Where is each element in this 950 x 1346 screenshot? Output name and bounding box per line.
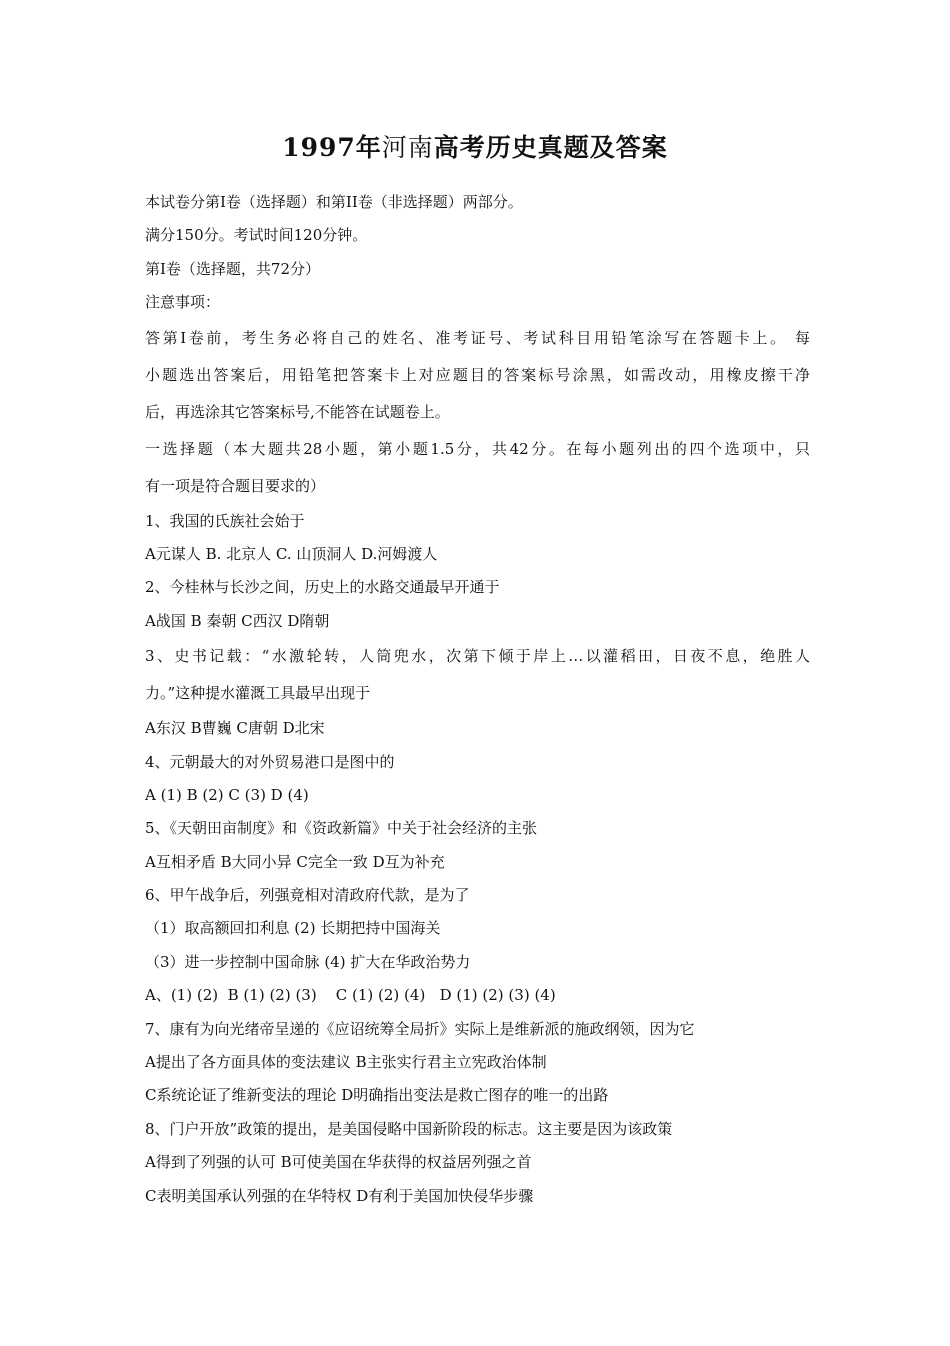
section-instructions-line-1: 一选择题（本大题共28小题，第小题1.5分，共42分。在每小题列出的四个选项中，只 [145,439,810,458]
document-title [0,128,950,164]
question-6-options: A、(1) (2) B (1) (2) (3) C (1) (2) (4) D (1) (2) (3) (4) [145,986,556,1005]
question-3-options: A东汉 B曹巍 C唐朝 D北宋 [145,719,325,738]
question-7-options-ab: A提出了各方面具体的变法建议 B主张实行君主立宪政治体制 [145,1053,547,1072]
question-1: 1、我国的氏族社会始于 [145,511,305,530]
question-4: 4、元朝最大的对外贸易港口是图中的 [145,752,395,771]
title-rest: 高考历史真题及答案 [433,133,668,162]
notice-heading: 注意事项： [145,293,221,312]
document-body [145,186,810,1213]
paper-composition: 本试卷分第I卷（选择题）和第II卷（非选择题）两部分。 [145,193,523,211]
question-1-options: A元谋人 B. 北京人 C. 山顶洞人 D.河姆渡人 [145,544,438,563]
question-2: 2、今桂林与长沙之间，历史上的水路交通最早开通于 [145,578,500,597]
question-5-options: A互相矛盾 B大同小异 C完全一致 D互为补充 [145,852,445,871]
part1-heading: 第I卷（选择题，共72分） [145,259,321,278]
question-7-options-cd: C系统论证了维新变法的理论 D明确指出变法是救亡图存的唯一的出路 [145,1086,609,1105]
question-6-items-1-2: （1）取高额回扣利息 (2) 长期把持中国海关 [145,919,441,938]
question-8-options-ab: A得到了列强的认可 B可使美国在华获得的权益居列强之首 [145,1153,532,1172]
question-3-line-2: 力。”这种提水灌溉工具最早出现于 [145,684,371,703]
question-8-options-cd: C表明美国承认列强的在华特权 D有利于美国加快侵华步骤 [145,1186,534,1205]
notice-line-3: 后，再选涂其它答案标号,不能答在试题卷上。 [145,402,450,421]
question-5: 5、《天朝田亩制度》和《资政新篇》中关于社会经济的主张 [145,819,538,838]
question-7: 7、康有为向光绪帝呈递的《应诏统筹全局折》实际上是维新派的施政纲领，因为它 [145,1019,695,1038]
notice-line-2: 小题选出答案后，用铅笔把答案卡上对应题目的答案标号涂黑，如需改动，用橡皮擦干净 [145,365,810,384]
score-and-time: 满分150分。考试时间120分钟。 [145,226,368,245]
section-instructions-line-2: 有一项是符合题目要求的） [145,476,326,495]
question-3-line-1: 3、史书记载：“水激轮转，人筒兜水，次第下倾于岸上…以灌稻田，日夜不息，绝胜人 [145,647,810,666]
notice-line-1: 答第I卷前，考生务必将自己的姓名、准考证号、考试科目用铅笔涂写在答题卡上。 每 [145,328,810,347]
question-6: 6、甲午战争后，列强竟相对清政府代款，是为了 [145,886,470,905]
question-2-options: A战国 B 秦朝 C西汉 D隋朝 [145,611,330,630]
question-8: 8、门户开放”政策的提出，是美国侵略中国新阶段的标志。这主要是因为该政策 [145,1119,673,1138]
question-6-items-3-4: （3）进一步控制中国命脉 (4) 扩大在华政治势力 [145,952,471,971]
title-place: 河南 [381,133,434,162]
title-year: 1997年 [282,133,382,162]
question-4-options: A (1) B (2) C (3) D (4) [145,785,309,804]
